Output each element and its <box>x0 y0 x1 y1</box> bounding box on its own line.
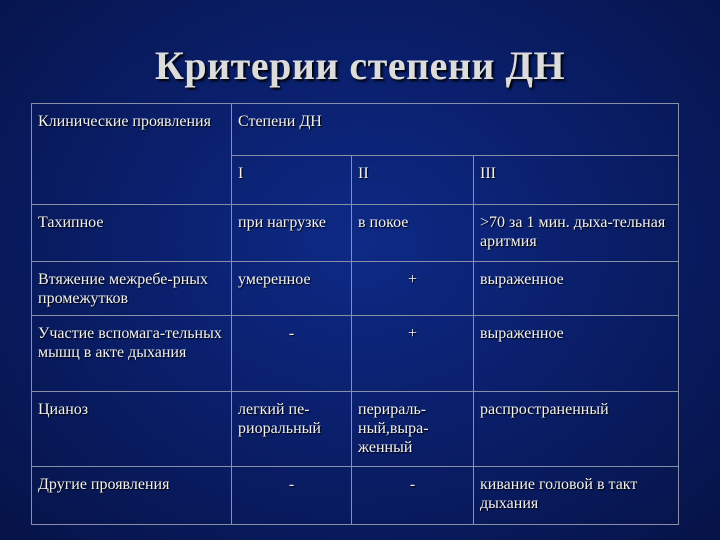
row-label: Тахипное <box>32 205 232 262</box>
row-label: Втяжение межребе-рных промежутков <box>32 262 232 316</box>
header-degree-1: I <box>232 156 352 205</box>
table-row <box>32 467 679 525</box>
cell-degree-1: умеренное <box>232 262 352 316</box>
cell-degree-2: в покое <box>352 205 474 262</box>
cell-degree-3: выраженное <box>474 316 679 392</box>
header-clinical: Клинические проявления <box>32 104 232 205</box>
cell-degree-2: + <box>352 262 474 316</box>
table-header-row <box>32 104 679 156</box>
row-label: Участие вспомага-тельных мышц в акте дыхания <box>32 316 232 392</box>
cell-degree-1: - <box>232 316 352 392</box>
slide-title: Критерии степени ДН <box>154 43 566 88</box>
cell-degree-3: распространенный <box>474 392 679 467</box>
cell-degree-2: - <box>352 467 474 525</box>
table-row <box>32 205 679 262</box>
header-degrees: Степени ДН <box>232 104 679 156</box>
cell-degree-1: при нагрузке <box>232 205 352 262</box>
row-label: Другие проявления <box>32 467 232 525</box>
criteria-table <box>31 103 679 525</box>
table-row <box>32 316 679 392</box>
header-degree-3: III <box>474 156 679 205</box>
cell-degree-2: перираль-ный,выра-женный <box>352 392 474 467</box>
row-label: Цианоз <box>32 392 232 467</box>
cell-degree-3: >70 за 1 мин. дыха-тельная аритмия <box>474 205 679 262</box>
cell-degree-3: кивание головой в такт дыхания <box>474 467 679 525</box>
cell-degree-2: + <box>352 316 474 392</box>
cell-degree-1: легкий пе-риоральный <box>232 392 352 467</box>
header-degree-2: II <box>352 156 474 205</box>
table-row <box>32 262 679 316</box>
cell-degree-1: - <box>232 467 352 525</box>
cell-degree-3: выраженное <box>474 262 679 316</box>
table-row <box>32 392 679 467</box>
